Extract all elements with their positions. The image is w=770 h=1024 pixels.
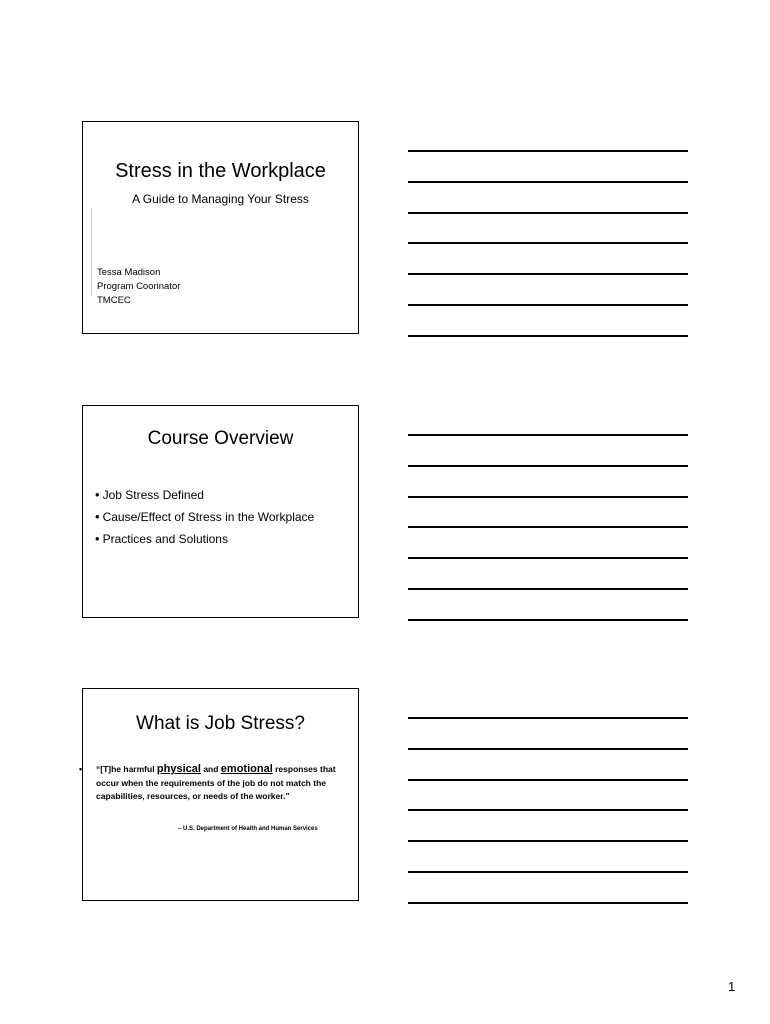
note-line xyxy=(408,840,688,842)
note-line xyxy=(408,304,688,306)
note-line xyxy=(408,557,688,559)
slide-title: What is Job Stress? xyxy=(136,713,305,734)
accent-bar xyxy=(91,208,92,296)
quote-part: “[T]he harmful xyxy=(96,764,157,774)
note-line xyxy=(408,871,688,873)
presenter-info xyxy=(97,266,180,308)
bullet-glyph: • xyxy=(79,764,83,774)
presenter-role: Program Coorinator xyxy=(97,281,181,292)
presenter-org: TMCEC xyxy=(97,295,131,306)
note-line xyxy=(408,619,688,621)
note-line xyxy=(408,588,688,590)
note-line xyxy=(408,717,688,719)
note-line xyxy=(408,496,688,498)
note-line xyxy=(408,242,688,244)
quote-part: and xyxy=(200,764,221,774)
note-line xyxy=(408,212,688,214)
slide-3 xyxy=(79,688,359,901)
note-line xyxy=(408,465,688,467)
note-line xyxy=(408,526,688,528)
presenter-name: Tessa Madison xyxy=(97,267,161,278)
page-number: 1 xyxy=(728,979,736,994)
quote-text xyxy=(96,763,341,804)
note-line xyxy=(408,150,688,152)
note-line xyxy=(408,273,688,275)
slide-2 xyxy=(82,405,359,618)
bullet-item: • Job Stress Defined xyxy=(95,484,314,506)
note-line xyxy=(408,902,688,904)
note-line xyxy=(408,748,688,750)
note-line xyxy=(408,779,688,781)
slide-title: Stress in the Workplace xyxy=(115,160,326,182)
note-line xyxy=(408,809,688,811)
slide-title: Course Overview xyxy=(147,428,294,449)
bullet-item: • Cause/Effect of Stress in the Workplace xyxy=(95,506,314,528)
emphasis-physical: physical xyxy=(156,763,201,775)
slide-subtitle: A Guide to Managing Your Stress xyxy=(132,192,309,206)
emphasis-emotional: emotional xyxy=(220,763,273,775)
note-line xyxy=(408,434,688,436)
bullet-item: • Practices and Solutions xyxy=(95,528,314,550)
quote-attribution: – U.S. Department of Health and Human Services xyxy=(178,826,318,832)
slide-1 xyxy=(82,121,359,334)
quote-block xyxy=(79,763,341,804)
note-line xyxy=(408,181,688,183)
quote-part: responses that occur when the requirements of the job do not match the capabilities, resources, or needs of the worker.” xyxy=(96,764,336,801)
note-line xyxy=(408,335,688,337)
bullet-list xyxy=(95,484,314,550)
